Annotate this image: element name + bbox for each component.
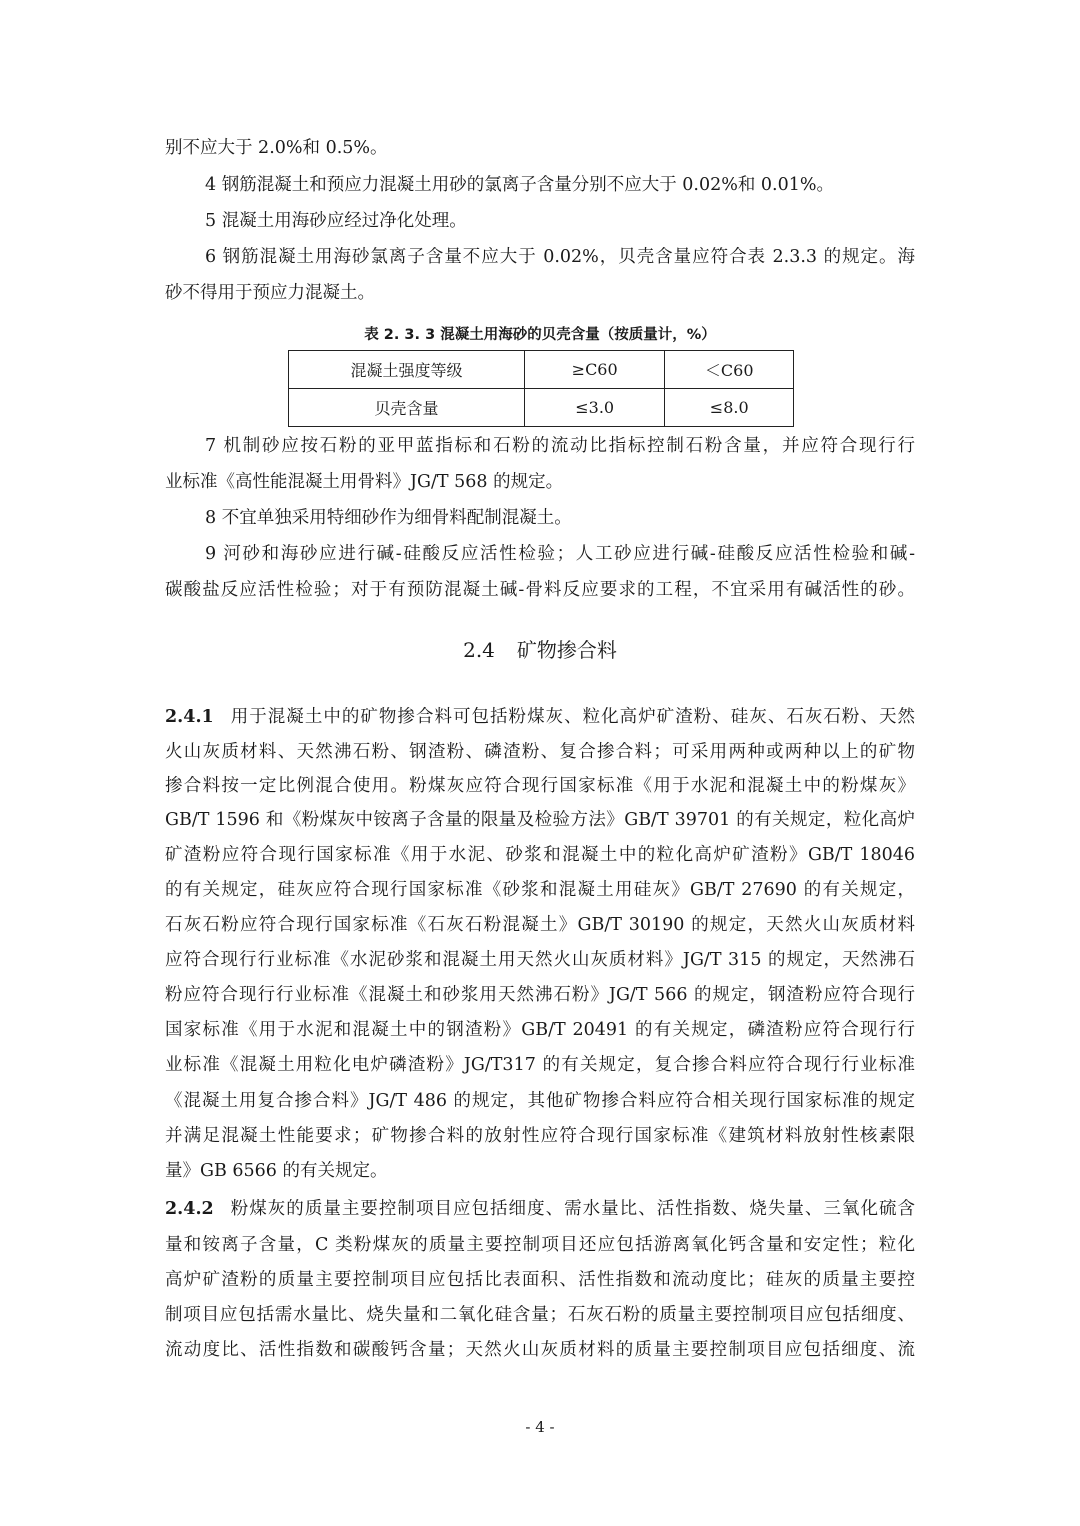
text-line: 碳酸盐反应活性检验；对于有预防混凝土碱-骨料反应要求的工程，不宜采用有碱活性的砂。	[165, 580, 915, 600]
table-cell: 贝壳含量	[289, 389, 525, 427]
table-cell: ≤8.0	[665, 389, 794, 427]
text-line: 国家标准《用于水泥和混凝土中的钢渣粉》GB/T 20491 的有关规定，磷渣粉应符合现行行	[165, 1020, 915, 1040]
section-number: 2.4	[463, 638, 495, 662]
table-caption: 表 2. 3. 3 混凝土用海砂的贝壳含量（按质量计，%）	[364, 327, 716, 343]
section-heading	[0, 636, 1080, 664]
text-line: 粉应符合现行行业标准《混凝土和砂浆用天然沸石粉》JG/T 566 的规定，钢渣粉应符合现行	[165, 985, 915, 1005]
section-title: 矿物掺合料	[516, 638, 617, 662]
table-row	[289, 389, 794, 427]
text-line: 《混凝土用复合掺合料》JG/T 486 的规定，其他矿物掺合料应符合相关现行国家标准的规定	[165, 1091, 915, 1111]
text-line: 砂不得用于预应力混凝土。	[165, 283, 375, 303]
text-line: 别不应大于 2.0%和 0.5%。	[165, 138, 388, 158]
text-line: 并满足混凝土性能要求；矿物掺合料的放射性应符合现行国家标准《建筑材料放射性核素限	[165, 1126, 915, 1146]
text-line: 矿渣粉应符合现行国家标准《用于水泥、砂浆和混凝土中的粒化高炉矿渣粉》GB/T 18046	[165, 845, 915, 865]
text-line: 业标准《混凝土用粒化电炉磷渣粉》JG/T317 的有关规定，复合掺合料应符合现行行业标准	[165, 1055, 915, 1075]
clause-number: 2.4.2	[165, 1199, 214, 1219]
clause-text: 用于混凝土中的矿物掺合料可包括粉煤灰、粒化高炉矿渣粉、硅灰、石灰石粉、天然	[229, 707, 915, 727]
text-line: 6 钢筋混凝土用海砂氯离子含量不应大于 0.02%，贝壳含量应符合表 2.3.3 的规定。海	[205, 247, 915, 267]
text-line: 5 混凝土用海砂应经过净化处理。	[205, 211, 467, 231]
text-line: 火山灰质材料、天然沸石粉、钢渣粉、磷渣粉、复合掺合料；可采用两种或两种以上的矿物	[165, 742, 915, 762]
text-line: 8 不宜单独采用特细砂作为细骨料配制混凝土。	[205, 508, 572, 528]
page-number: - 4 -	[525, 1418, 555, 1436]
text-line: 量》GB 6566 的有关规定。	[165, 1161, 388, 1181]
text-line: GB/T 1596 和《粉煤灰中铵离子含量的限量及检验方法》GB/T 39701 的有关规定，粒化高炉	[165, 810, 915, 830]
text-line: 4 钢筋混凝土和预应力混凝土用砂的氯离子含量分别不应大于 0.02%和 0.01%。	[205, 175, 835, 195]
text-line: 高炉矿渣粉的质量主要控制项目应包括比表面积、活性指数和流动度比；硅灰的质量主要控	[165, 1270, 915, 1290]
clause-2-4-2-line	[165, 1197, 915, 1221]
table-row	[289, 351, 794, 389]
clause-text: 粉煤灰的质量主要控制项目应包括细度、需水量比、活性指数、烧失量、三氧化硫含	[229, 1199, 915, 1219]
text-line: 的有关规定，硅灰应符合现行国家标准《砂浆和混凝土用硅灰》GB/T 27690 的有关规定，	[165, 880, 915, 900]
table-cell: ≥C60	[524, 351, 665, 389]
text-line: 7 机制砂应按石粉的亚甲蓝指标和石粉的流动比指标控制石粉含量，并应符合现行行	[205, 436, 915, 456]
text-line: 石灰石粉应符合现行国家标准《石灰石粉混凝土》GB/T 30190 的规定，天然火山灰质材料	[165, 915, 915, 935]
clause-2-4-1-line	[165, 705, 915, 729]
text-line: 应符合现行行业标准《水泥砂浆和混凝土用天然火山灰质材料》JG/T 315 的规定，天然沸石	[165, 950, 915, 970]
table-cell: 混凝土强度等级	[289, 351, 525, 389]
text-line: 制项目应包括需水量比、烧失量和二氧化硅含量；石灰石粉的质量主要控制项目应包括细度、	[165, 1305, 915, 1325]
table-cell: ＜C60	[665, 351, 794, 389]
table-cell: ≤3.0	[524, 389, 665, 427]
text-line: 流动度比、活性指数和碳酸钙含量；天然火山灰质材料的质量主要控制项目应包括细度、流	[165, 1340, 915, 1360]
text-line: 掺合料按一定比例混合使用。粉煤灰应符合现行国家标准《用于水泥和混凝土中的粉煤灰》	[165, 776, 915, 796]
text-line: 9 河砂和海砂应进行碱-硅酸反应活性检验；人工砂应进行碱-硅酸反应活性检验和碱-	[205, 544, 915, 564]
clause-number: 2.4.1	[165, 707, 214, 727]
text-line: 量和铵离子含量，C 类粉煤灰的质量主要控制项目还应包括游离氧化钙含量和安定性；粒化	[165, 1235, 915, 1255]
text-line: 业标准《高性能混凝土用骨料》JG/T 568 的规定。	[165, 472, 564, 492]
shell-content-table	[288, 350, 794, 427]
